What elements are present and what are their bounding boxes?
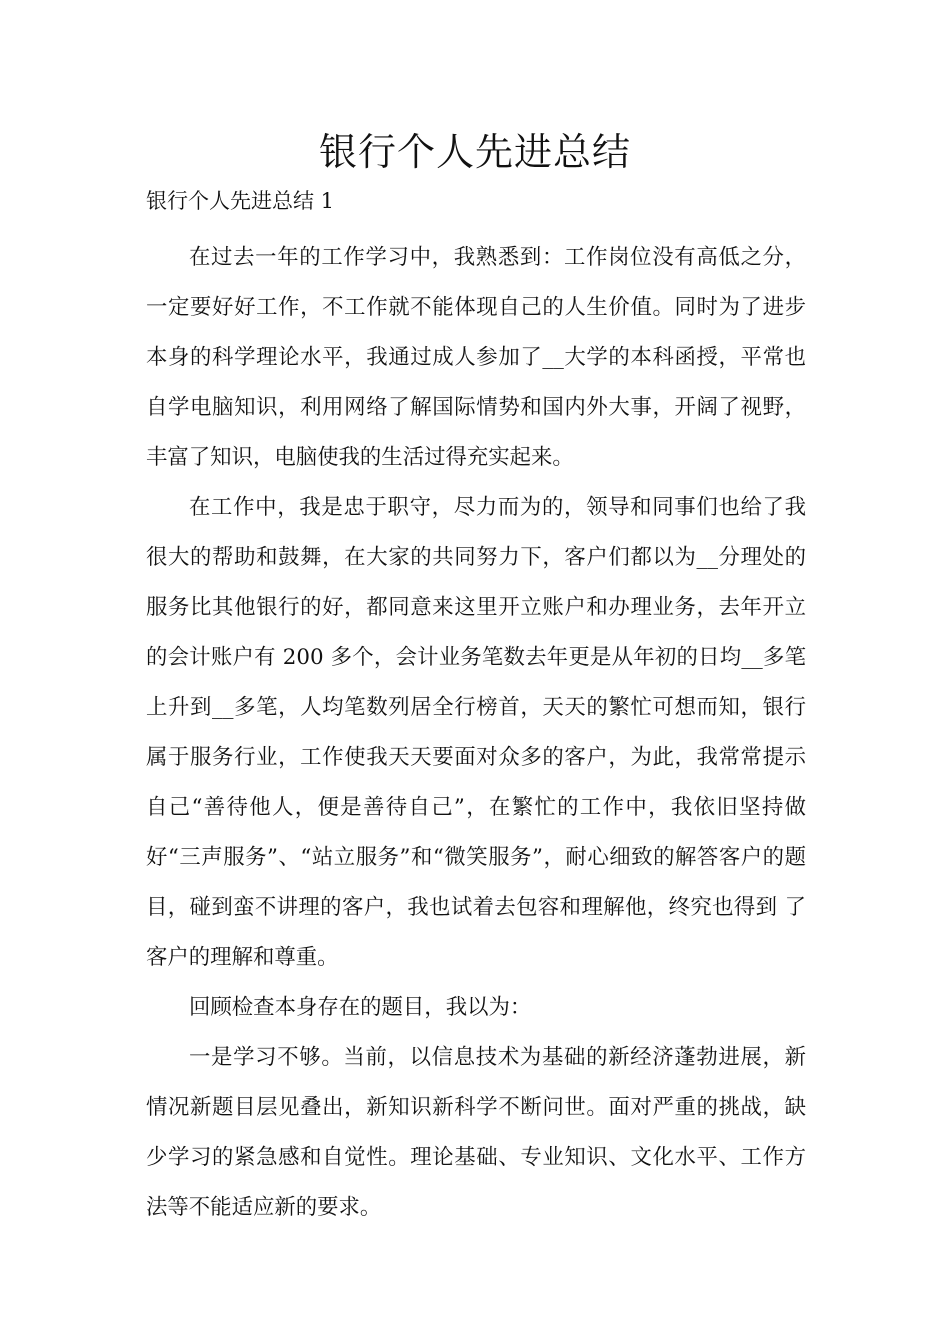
document-subtitle: 银行个人先进总结 1 bbox=[146, 189, 335, 213]
paragraph-3: 回顾检查本身存在的题目，我以为： bbox=[189, 995, 532, 1020]
document-body bbox=[146, 233, 806, 1233]
paragraph-2: 在工作中，我是忠于职守，尽力而为的，领导和同事们也给了我很大的帮助和鼓舞，在大家的共同努力下，客户们都以为__分理处的服务比其他银行的好，都同意来这里开立账户和办理业务，去年开立的会计账户有 200 多个，会计业务笔数去年更是从年初的日均__多笔上升到__多笔，人均笔数列居全行榜首，天天的繁忙可想而知，银行属于服务行业，工作使我天天要面对众多的客户，为此，我常常提示自己“善待他人，便是善待自己”，在繁忙的工作中，我依旧坚持做好“三声服务”、“站立服务”和“微笑服务”，耐心细致的解答客户的题目，碰到蛮不讲理的客户，我也试着去包容和理解他，终究也得到 了客户的理解和尊重。 bbox=[146, 495, 806, 970]
paragraph-4: 一是学习不够。当前，以信息技术为基础的新经济蓬勃进展，新情况新题目层见叠出，新知识新科学不断问世。面对严重的挑战，缺少学习的紧急感和自觉性。理论基础、专业知识、文化水平、工作方法等不能适应新的要求。 bbox=[146, 1045, 806, 1220]
document-title: 银行个人先进总结 bbox=[318, 130, 631, 174]
paragraph-1: 在过去一年的工作学习中，我熟悉到：工作岗位没有高低之分，一定要好好工作，不工作就不能体现自己的人生价值。同时为了进步本身的科学理论水平，我通过成人参加了__大学的本科函授，平常也自学电脑知识，利用网络了解国际情势和国内外大事，开阔了视野，丰富了知识，电脑使我的生活过得充实起来。 bbox=[146, 245, 806, 470]
